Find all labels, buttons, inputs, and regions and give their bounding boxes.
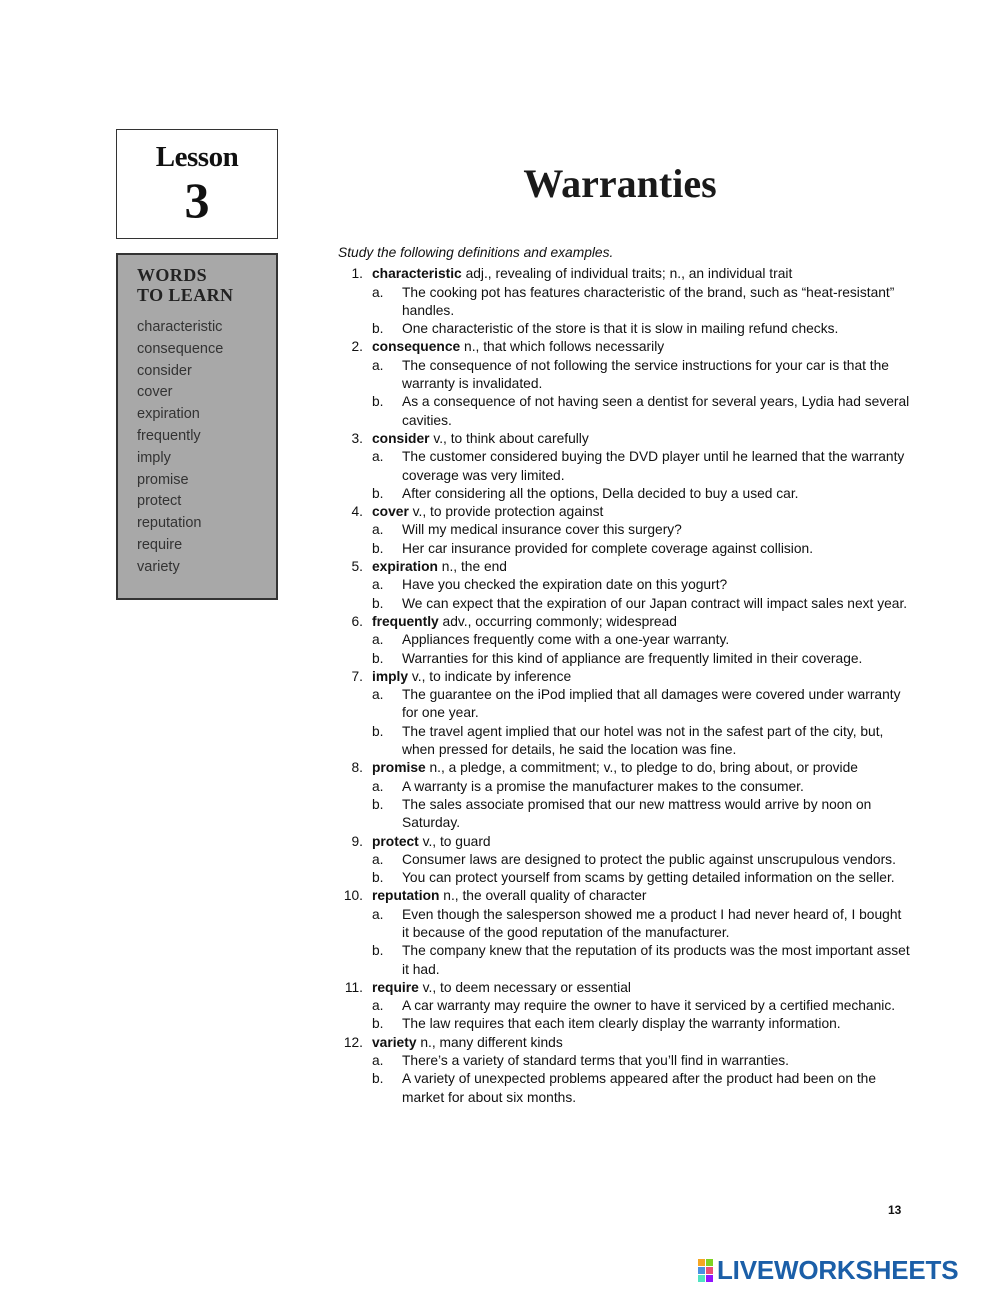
- word-list: [137, 317, 276, 579]
- definition-entry: [338, 1034, 912, 1107]
- liveworksheets-logo-icon: [698, 1259, 713, 1282]
- entry-head: [344, 979, 912, 997]
- entry-number: 11.: [344, 979, 363, 995]
- entry-number: 5.: [351, 559, 363, 575]
- example-sentence: [372, 1070, 912, 1107]
- example-text: There’s a variety of standard terms that you’ll find in warranties.: [402, 1053, 789, 1069]
- lesson-box: [116, 129, 278, 239]
- entry-term: reputation: [372, 888, 440, 904]
- entry-term: expiration: [372, 559, 438, 575]
- example-sentence: [372, 284, 912, 321]
- entry-head: [351, 558, 912, 576]
- entry-definition: n., the overall quality of character: [439, 888, 647, 904]
- entry-head: [351, 613, 912, 631]
- example-letter: a.: [372, 632, 384, 648]
- entry-definition: adv., occurring commonly; widespread: [438, 613, 677, 629]
- example-text: We can expect that the expiration of our Japan contract will impact sales next year.: [402, 595, 908, 611]
- entry-number: 7.: [351, 668, 363, 684]
- example-text: A variety of unexpected problems appeared after the product had been on the market for about six months.: [402, 1071, 877, 1105]
- example-letter: a.: [372, 449, 384, 465]
- example-text: You can protect yourself from scams by getting detailed information on the seller.: [402, 870, 895, 886]
- entry-term: consider: [372, 430, 430, 446]
- entry-number: 3.: [351, 430, 363, 446]
- word-item: imply: [137, 449, 171, 466]
- definition-entry: [338, 759, 912, 832]
- definition-entry: [338, 979, 912, 1034]
- entry-head: [351, 759, 912, 777]
- definition-entry: [338, 430, 912, 503]
- entry-number: 1.: [351, 266, 363, 282]
- words-to-learn-title: [137, 265, 276, 305]
- definition-entry: [338, 887, 912, 978]
- example-text: As a consequence of not having seen a dentist for several years, Lydia had several cavities.: [402, 394, 910, 428]
- entry-number: 4.: [351, 504, 363, 520]
- example-text: The travel agent implied that our hotel was not in the safest part of the city, but, when pressed for details, he said the location was fine.: [402, 723, 884, 758]
- word-item: promise: [137, 471, 189, 488]
- example-letter: b.: [372, 650, 384, 666]
- example-text: Consumer laws are designed to protect the public against unscrupulous vendors.: [402, 851, 896, 867]
- word-item: frequently: [137, 427, 201, 444]
- word-item: expiration: [137, 406, 200, 423]
- example-text: Have you checked the expiration date on this yogurt?: [402, 577, 728, 593]
- example-letter: a.: [372, 522, 384, 538]
- example-sentence: [372, 393, 912, 430]
- example-sentence: [372, 906, 912, 943]
- entry-definition: n., the end: [437, 559, 507, 575]
- example-sentence: [372, 631, 912, 649]
- page-number: 13: [888, 1203, 902, 1217]
- example-text: The law requires that each item clearly display the warranty information.: [402, 1016, 841, 1032]
- entry-number: 8.: [351, 760, 363, 776]
- example-letter: b.: [372, 796, 384, 812]
- example-text: Even though the salesperson showed me a product I had never heard of, I bought it because of the good reputation of the manufacturer.: [402, 906, 902, 940]
- entry-term: frequently: [372, 613, 439, 629]
- example-sentence: [372, 851, 912, 869]
- entry-definition: v., to provide protection against: [408, 504, 604, 520]
- example-sentence: [372, 540, 912, 558]
- words-title-line2: TO LEARN: [137, 285, 234, 305]
- example-sentence: [372, 796, 912, 833]
- example-text: Appliances frequently come with a one-year warranty.: [402, 632, 730, 648]
- entry-head: [351, 265, 912, 283]
- entry-head: [351, 833, 912, 851]
- example-sentence: [372, 1015, 912, 1033]
- entry-term: protect: [372, 833, 419, 849]
- entry-head: [351, 503, 912, 521]
- example-letter: b.: [372, 723, 384, 739]
- example-letter: a.: [372, 577, 384, 593]
- example-sentence: [372, 723, 912, 760]
- entry-term: variety: [372, 1034, 417, 1050]
- example-letter: b.: [372, 595, 384, 611]
- entry-head: [343, 1034, 912, 1052]
- entry-definition: n., that which follows necessarily: [460, 339, 665, 355]
- example-letter: a.: [372, 998, 384, 1014]
- example-letter: b.: [372, 321, 384, 337]
- example-sentence: [372, 357, 912, 394]
- example-text: Warranties for this kind of appliance are frequently limited in their coverage.: [402, 650, 863, 666]
- definition-entry: [338, 265, 912, 338]
- entry-head: [351, 668, 912, 686]
- example-letter: b.: [372, 394, 384, 410]
- word-item: reputation: [137, 515, 202, 532]
- example-letter: a.: [372, 284, 384, 300]
- example-letter: b.: [372, 943, 384, 959]
- example-text: Her car insurance provided for complete coverage against collision.: [402, 540, 814, 556]
- example-sentence: [372, 778, 912, 796]
- example-letter: b.: [372, 1016, 384, 1032]
- entry-head: [343, 887, 912, 905]
- example-sentence: [372, 576, 912, 594]
- entry-definition: adj., revealing of individual traits; n., an individual trait: [461, 266, 793, 282]
- definition-entry: [338, 503, 912, 558]
- word-item: consider: [137, 362, 192, 379]
- word-item: characteristic: [137, 319, 223, 335]
- entry-definition: v., to think about carefully: [429, 430, 589, 446]
- entry-number: 6.: [351, 613, 363, 629]
- word-item: require: [137, 536, 183, 553]
- definition-list: [338, 265, 912, 1107]
- word-item: consequence: [137, 340, 224, 357]
- example-sentence: [372, 320, 912, 338]
- example-text: The cooking pot has features characteristic of the brand, such as “heat-resistant” handles.: [402, 284, 895, 318]
- entry-definition: v., to guard: [418, 833, 491, 849]
- definition-entry: [338, 613, 912, 668]
- word-item: variety: [137, 558, 180, 575]
- words-title-line1: WORDS: [137, 265, 208, 285]
- example-letter: a.: [372, 687, 384, 703]
- example-letter: b.: [372, 540, 384, 556]
- example-letter: b.: [372, 870, 384, 886]
- example-text: The guarantee on the iPod implied that all damages were covered under warranty for one year.: [402, 687, 901, 721]
- lesson-number: 3: [184, 172, 210, 228]
- example-sentence: [372, 485, 912, 503]
- example-sentence: [372, 521, 912, 539]
- example-text: A warranty is a promise the manufacturer makes to the consumer.: [402, 778, 804, 794]
- definition-entry: [338, 668, 912, 759]
- example-sentence: [372, 942, 912, 979]
- page-title: Warranties: [523, 161, 717, 206]
- instructions: Study the following definitions and examples.: [338, 245, 614, 260]
- entry-term: promise: [372, 760, 426, 776]
- entry-head: [351, 430, 912, 448]
- definition-entry: [338, 558, 912, 613]
- example-text: The consequence of not following the service instructions for your car is that the warranty is invalidated.: [402, 357, 889, 392]
- entry-definition: v., to indicate by inference: [408, 668, 572, 684]
- example-sentence: [372, 869, 912, 887]
- entry-definition: v., to deem necessary or essential: [418, 979, 631, 995]
- example-text: A car warranty may require the owner to have it serviced by a certified mechanic.: [402, 998, 896, 1014]
- brand-text: LIVEWORKSHEETS: [717, 1255, 959, 1285]
- example-text: The company knew that the reputation of its products was the most important asset it had.: [402, 943, 910, 977]
- example-sentence: [372, 448, 912, 485]
- example-letter: b.: [372, 1071, 384, 1087]
- example-letter: b.: [372, 485, 384, 501]
- words-to-learn-box: [116, 253, 278, 600]
- example-letter: a.: [372, 778, 384, 794]
- example-sentence: [372, 686, 912, 723]
- definition-entry: [338, 833, 912, 888]
- entry-number: 12.: [343, 1034, 363, 1050]
- entry-term: require: [372, 979, 419, 995]
- example-letter: a.: [372, 851, 384, 867]
- example-letter: a.: [372, 1053, 384, 1069]
- entry-number: 2.: [351, 339, 363, 355]
- entry-term: characteristic: [372, 266, 462, 282]
- liveworksheets-brand: [698, 1256, 958, 1284]
- word-item: protect: [137, 493, 182, 510]
- example-sentence: [372, 1052, 912, 1070]
- word-item: cover: [137, 384, 173, 401]
- entry-number: 9.: [351, 833, 363, 849]
- entry-term: imply: [372, 668, 409, 684]
- definition-entry: [338, 338, 912, 429]
- example-letter: a.: [372, 357, 384, 373]
- entry-number: 10.: [343, 888, 363, 904]
- lesson-label: Lesson: [155, 141, 239, 173]
- example-sentence: [372, 595, 912, 613]
- example-text: The sales associate promised that our new mattress would arrive by noon on Saturday.: [402, 796, 872, 831]
- entry-head: [351, 338, 912, 356]
- example-letter: a.: [372, 906, 384, 922]
- entry-definition: n., a pledge, a commitment; v., to pledge to do, bring about, or provide: [425, 760, 858, 776]
- definitions-content: [338, 244, 912, 1107]
- example-text: The customer considered buying the DVD player until he learned that the warranty coverage was very limited.: [402, 449, 905, 483]
- entry-definition: n., many different kinds: [416, 1034, 563, 1050]
- example-text: After considering all the options, Della decided to buy a used car.: [402, 485, 799, 501]
- example-text: One characteristic of the store is that it is slow in mailing refund checks.: [402, 321, 839, 337]
- entry-term: consequence: [372, 339, 461, 355]
- entry-term: cover: [372, 504, 409, 520]
- example-text: Will my medical insurance cover this surgery?: [402, 522, 682, 538]
- example-sentence: [372, 997, 912, 1015]
- example-sentence: [372, 650, 912, 668]
